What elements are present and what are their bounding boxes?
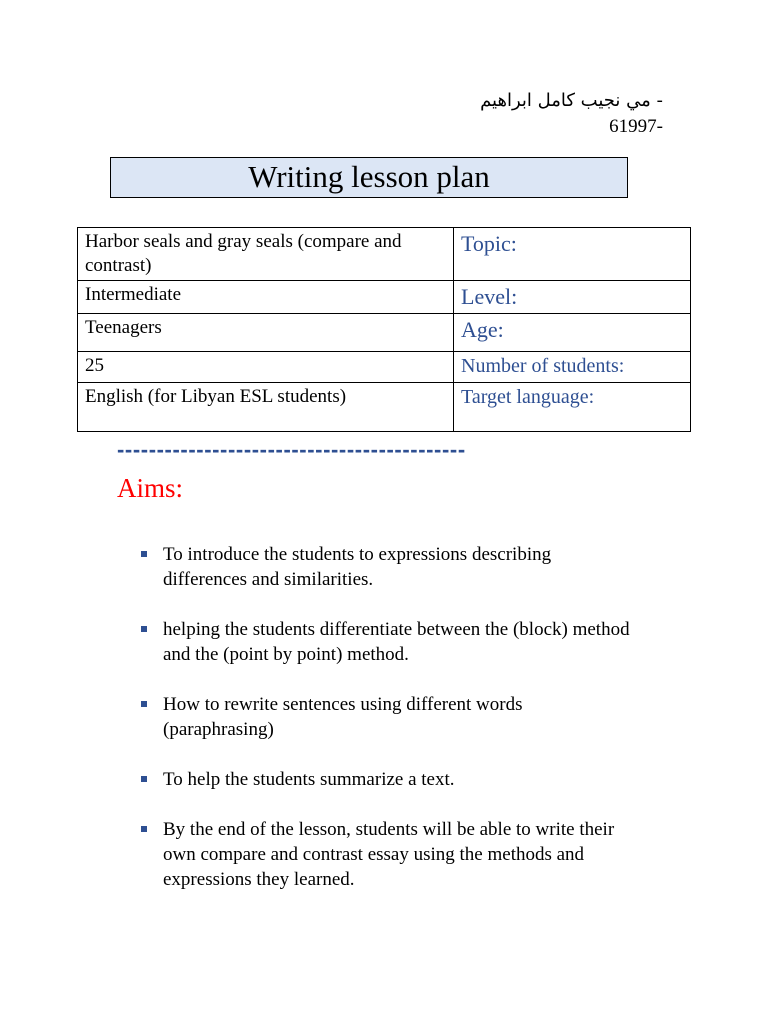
table-row bbox=[78, 352, 691, 383]
level-value: Intermediate bbox=[78, 281, 454, 314]
square-bullet-icon bbox=[141, 776, 147, 782]
aim-text: helping the students differentiate between the (block) method and the (point by point) method. bbox=[163, 619, 630, 665]
age-label: Age: bbox=[454, 314, 691, 352]
table-row bbox=[78, 314, 691, 352]
page-title: Writing lesson plan bbox=[110, 157, 628, 198]
list-item bbox=[138, 542, 638, 592]
topic-value: Harbor seals and gray seals (compare and contrast) bbox=[78, 228, 454, 281]
author-name: - مي نجيب كامل ابراهيم bbox=[480, 90, 663, 111]
level-label: Level: bbox=[454, 281, 691, 314]
dashed-divider: -------------------------------------------- bbox=[117, 437, 466, 462]
square-bullet-icon bbox=[141, 701, 147, 707]
list-item bbox=[138, 617, 638, 667]
table-row bbox=[78, 281, 691, 314]
lesson-info-table bbox=[77, 227, 691, 432]
topic-label: Topic: bbox=[454, 228, 691, 281]
list-item bbox=[138, 692, 638, 742]
target-language-value: English (for Libyan ESL students) bbox=[78, 383, 454, 432]
aims-list bbox=[138, 542, 638, 917]
target-language-label: Target language: bbox=[454, 383, 691, 432]
square-bullet-icon bbox=[141, 551, 147, 557]
author-block bbox=[380, 88, 663, 140]
square-bullet-icon bbox=[141, 826, 147, 832]
square-bullet-icon bbox=[141, 626, 147, 632]
table-row bbox=[78, 383, 691, 432]
list-item bbox=[138, 817, 638, 892]
list-item bbox=[138, 767, 638, 792]
aim-text: To help the students summarize a text. bbox=[163, 769, 455, 790]
aims-heading: Aims: bbox=[117, 473, 184, 503]
aim-text: By the end of the lesson, students will be able to write their own compare and contrast essay using the methods and expressions they learned. bbox=[163, 819, 615, 890]
students-value: 25 bbox=[78, 352, 454, 383]
aim-text: To introduce the students to expressions describing differences and similarities. bbox=[163, 544, 552, 590]
age-value: Teenagers bbox=[78, 314, 454, 352]
table-row bbox=[78, 228, 691, 281]
students-label: Number of students: bbox=[454, 352, 691, 383]
aim-text: How to rewrite sentences using different words (paraphrasing) bbox=[163, 694, 523, 740]
student-id: 61997- bbox=[609, 116, 663, 137]
